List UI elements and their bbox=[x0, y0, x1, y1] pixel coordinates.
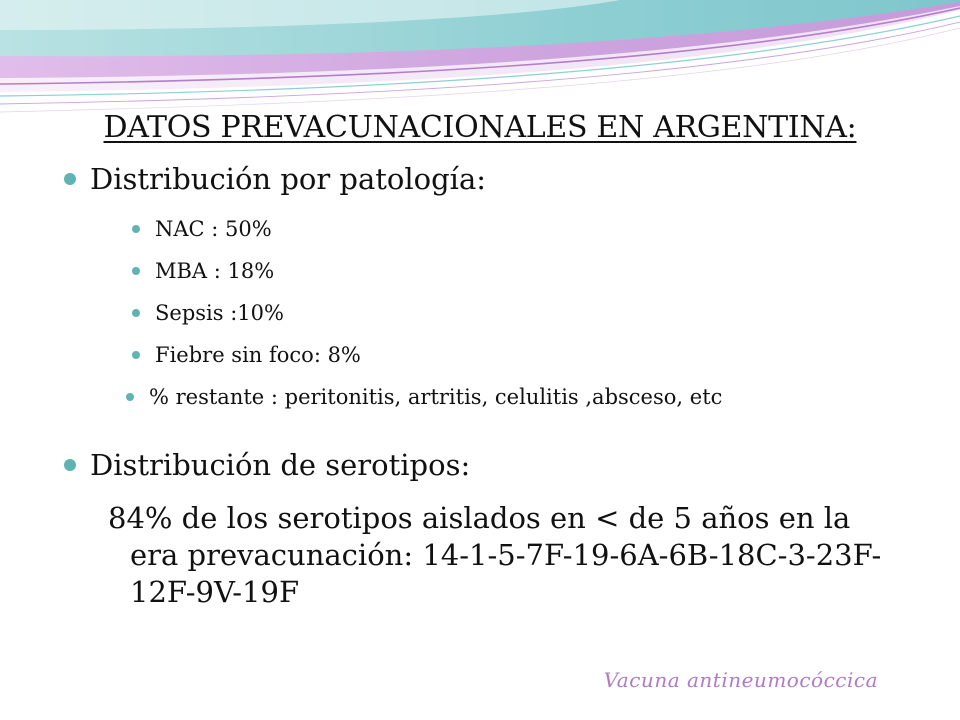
decorative-banner bbox=[0, 0, 960, 120]
list-item-label: % restante : peritonitis, artritis, celulitis ,absceso, etc bbox=[149, 385, 723, 409]
list-item-label: Fiebre sin foco: 8% bbox=[155, 343, 361, 367]
section-heading-label: Distribución por patología: bbox=[90, 162, 487, 196]
slide-title: DATOS PREVACUNACIONALES EN ARGENTINA: bbox=[103, 110, 857, 145]
list-item-label: Sepsis :10% bbox=[155, 301, 284, 325]
section-heading-pathology bbox=[64, 162, 486, 196]
slide-footer: Vacuna antineumocóccica bbox=[603, 668, 878, 692]
bullet-dot-icon bbox=[64, 459, 76, 471]
bullet-dot-icon bbox=[132, 309, 140, 317]
bullet-dot-icon bbox=[64, 173, 76, 185]
bullet-dot-icon bbox=[132, 225, 140, 233]
list-item bbox=[126, 376, 722, 418]
list-item-label: NAC : 50% bbox=[155, 217, 272, 241]
serotypes-paragraph: 84% de los serotipos aislados en < de 5 años en la era prevacunación: 14-1-5-7F-19-6A-6B-18C-3-23F-12F-9V-19F bbox=[108, 501, 882, 609]
bullet-dot-icon bbox=[126, 393, 134, 401]
bullet-dot-icon bbox=[132, 267, 140, 275]
list-item bbox=[132, 292, 722, 334]
section-heading-serotypes bbox=[64, 448, 470, 482]
list-item-label: MBA : 18% bbox=[155, 259, 275, 283]
bullet-dot-icon bbox=[132, 351, 140, 359]
list-item bbox=[132, 208, 722, 250]
section-heading-label: Distribución de serotipos: bbox=[90, 448, 471, 482]
pathology-list bbox=[132, 208, 722, 418]
list-item bbox=[132, 250, 722, 292]
list-item bbox=[132, 334, 722, 376]
